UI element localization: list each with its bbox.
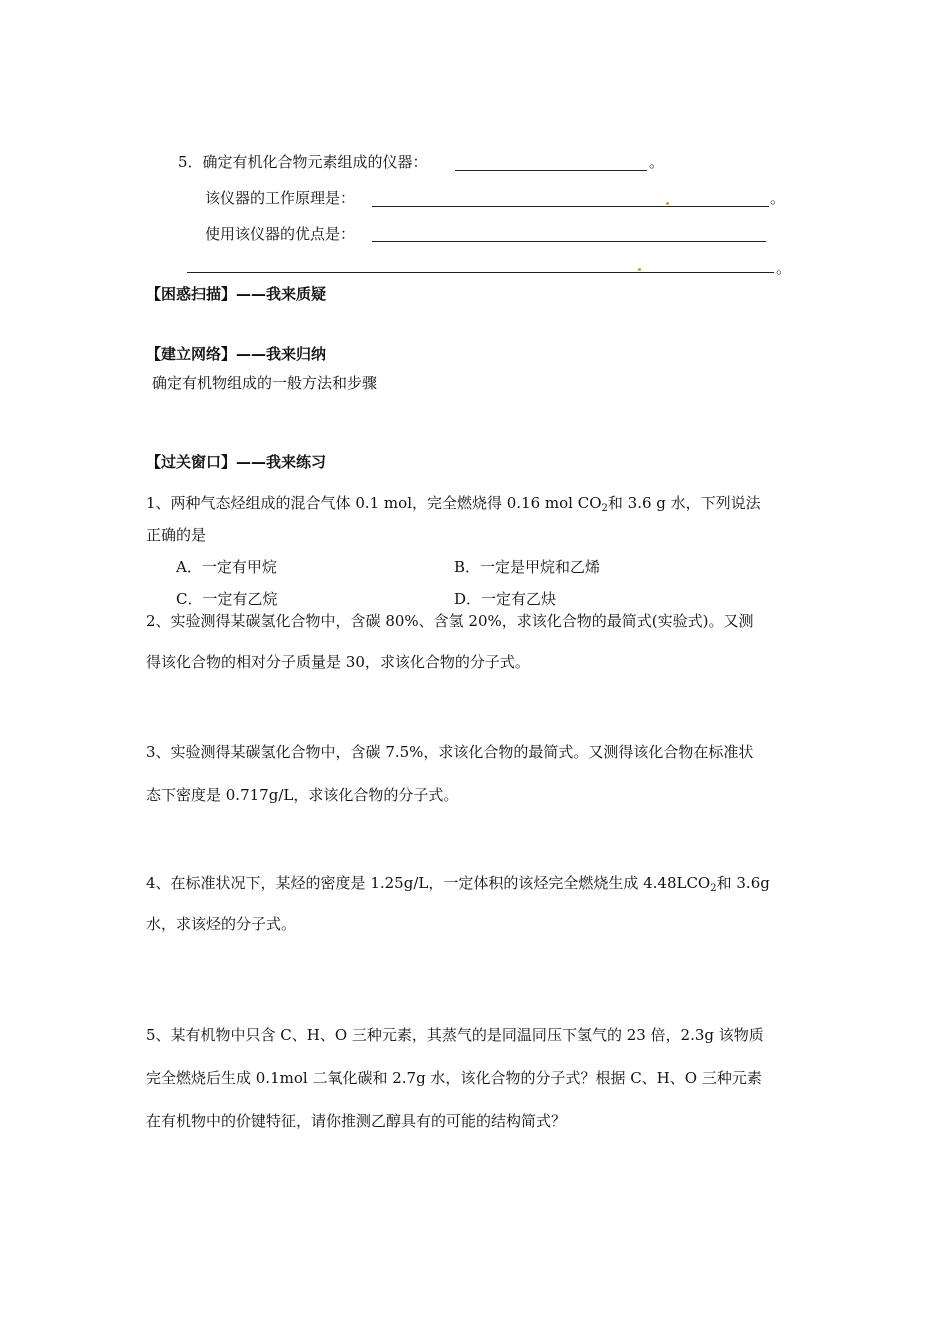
- section5-title-end: 。: [649, 153, 665, 171]
- q2-line1: 2、实验测得某碳氢化合物中，含碳 80%、含氢 20%，求该化合物的最简式(实验式)。又测: [146, 612, 754, 630]
- section5-title: 5．确定有机化合物元素组成的仪器：: [178, 153, 428, 171]
- q5-line1: 5、某有机物中只含 C、H、O 三种元素，其蒸气的是同温同压下氢气的 23 倍，2.3g 该物质: [146, 1026, 764, 1044]
- q5-line2: 完全燃烧后生成 0.1mol 二氧化碳和 2.7g 水，该化合物的分子式？根据 C、H、O 三种元素: [146, 1069, 762, 1087]
- q4-line2: 水，求该烃的分子式。: [146, 915, 297, 933]
- q2-line2: 得该化合物的相对分子质量是 30，求该化合物的分子式。: [146, 653, 530, 671]
- q5-line3: 在有机物中的价键特征，请你推测乙醇具有的可能的结构简式？: [146, 1112, 567, 1130]
- q1-option-b: B．一定是甲烷和乙烯: [454, 558, 601, 576]
- q1-option-d: D．一定有乙炔: [454, 590, 557, 608]
- instrument-blank-line[interactable]: [455, 170, 647, 171]
- principle-end: 。: [770, 189, 786, 207]
- principle-label: 该仪器的工作原理是：: [205, 189, 356, 207]
- principle-blank-line[interactable]: [372, 206, 769, 207]
- advantage-end: 。: [776, 259, 792, 277]
- practice-heading: 【过关窗口】——我来练习: [146, 453, 327, 471]
- doubts-heading: 【困惑扫描】——我来质疑: [146, 285, 327, 303]
- advantage-label: 使用该仪器的优点是：: [205, 225, 356, 243]
- network-heading: 【建立网络】——我来归纳: [146, 345, 327, 363]
- network-text: 确定有机物组成的一般方法和步骤: [152, 374, 378, 392]
- q3-line2: 态下密度是 0.717g/L，求该化合物的分子式。: [146, 786, 459, 804]
- q3-line1: 3、实验测得某碳氢化合物中，含碳 7.5%，求该化合物的最简式。又测得该化合物在标准状: [146, 743, 754, 761]
- q4-line1: 4、在标准状况下，某烃的密度是 1.25g/L，一定体积的该烃完全燃烧生成 $4.48LCO_2$和 3.6g: [146, 874, 770, 894]
- yellow-dot-mark: [638, 268, 641, 271]
- advantage-blank-line[interactable]: [372, 241, 766, 242]
- q1-option-a: A．一定有甲烷: [176, 558, 277, 576]
- yellow-dot-mark: [666, 202, 669, 205]
- q1-line2: 正确的是: [146, 526, 207, 544]
- advantage-blank-line-2[interactable]: [187, 272, 774, 273]
- q1-line1: 1、两种气态烃组成的混合气体 0.1 mol，完全燃烧得 0.16 mol $CO_2$和 3.6 g 水，下列说法: [146, 494, 761, 514]
- q1-option-c: C．一定有乙烷: [176, 590, 278, 608]
